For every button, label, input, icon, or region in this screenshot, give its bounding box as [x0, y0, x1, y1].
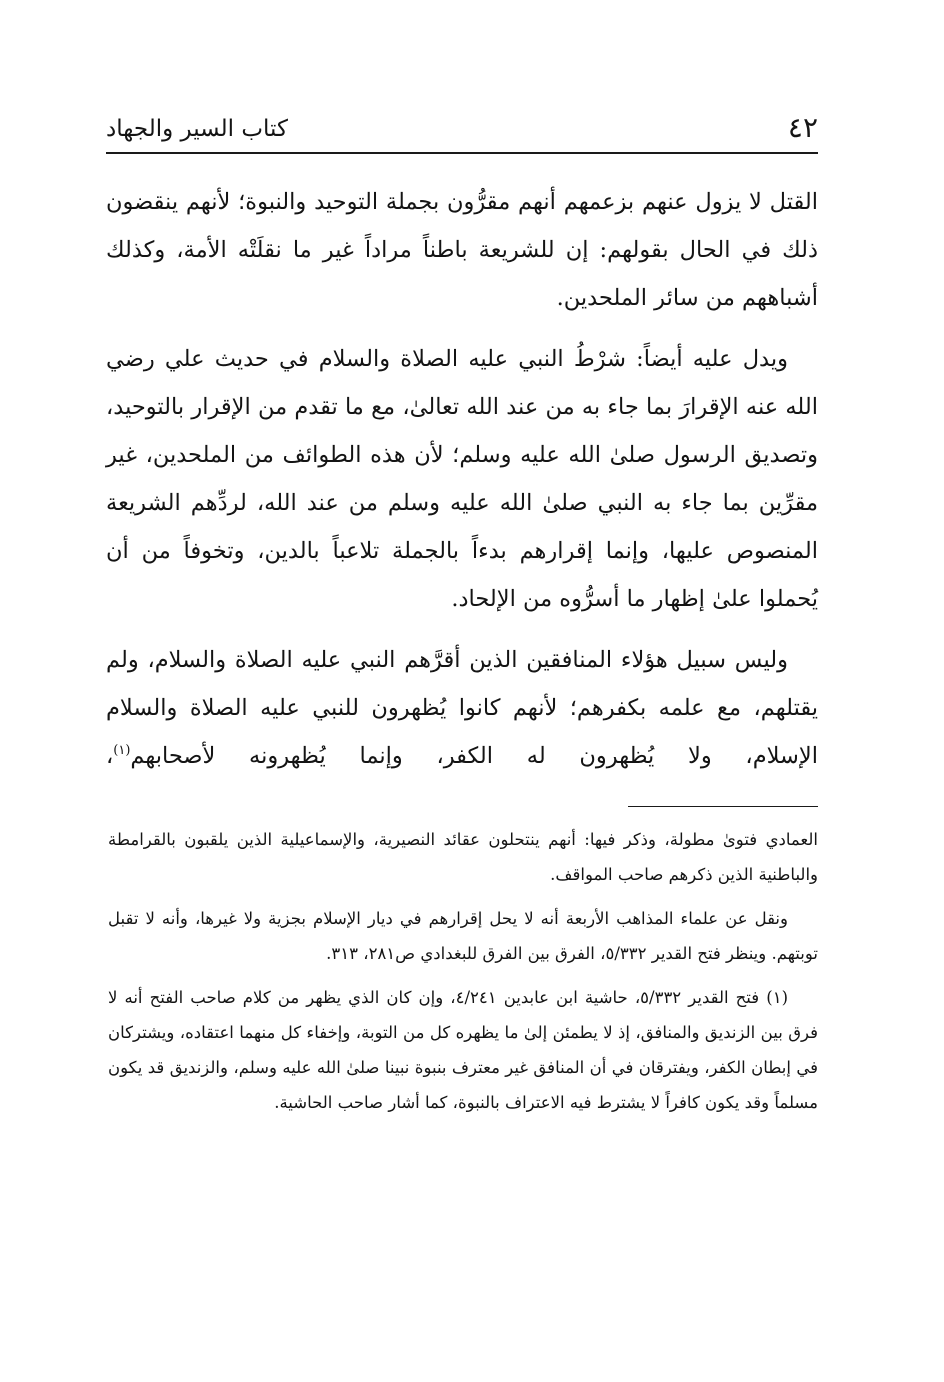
- footnote-reference[interactable]: (١): [113, 743, 131, 758]
- footnote-continuation: ونقل عن علماء المذاهب الأربعة أنه لا يحل إقرارهم في ديار الإسلام بجزية ولا غيرها، وأنه لا تقبل توبتهم. وينظر فتح القدير ٥/٣٣٢، الفرق بين الفرق للبغدادي ص٢٨١، ٣١٣.: [108, 909, 818, 963]
- body-paragraph: القتل لا يزول عنهم بزعمهم أنهم مقرُّون بجملة التوحيد والنبوة؛ لأنهم ينقضون ذلك في الحال بقولهم: إن للشريعة باطناً مراداً غير ما نقلَتْه الأمة، وكذلك أشباههم من سائر الملحدين.: [106, 189, 818, 311]
- footnote-divider: [628, 806, 818, 807]
- footnote-1: (١) فتح القدير ٥/٣٣٢، حاشية ابن عابدين ٤/٢٤١، وإن كان الذي يظهر من كلام صاحب الفتح أنه لا فرق بين الزنديق والمنافق، إذ لا يطمئن إلىٰ ما يظهره كل من التوبة، وإخفاء كل منهما اعتقاده، ويشتركان في إبطان الكفر، ويفترقان في أن المنافق غير معترف بنبوة نبينا صلىٰ الله عليه وسلم، والزنديق قد يكون مسلماً وقد يكون كافراً لا يشترط فيه الاعتراف بالنبوة، كما أشار صاحب الحاشية.: [108, 988, 818, 1112]
- footnotes: [108, 822, 818, 1120]
- body-paragraph: [106, 636, 818, 784]
- footnote-continuation: العمادي فتوىٰ مطولة، وذكر فيها: أنهم ينتحلون عقائد النصيرية، والإسماعيلية الذين يلقبون بالقرامطة والباطنية الذين ذكرهم صاحب المواقف.: [108, 830, 818, 884]
- body-paragraph: ويدل عليه أيضاً: شرْطُ النبي عليه الصلاة والسلام في حديث علي رضي الله عنه الإقرارَ بما جاء به من عند الله تعالىٰ، مع ما تقدم من الإقرار بالتوحيد، وتصديق الرسول صلىٰ الله عليه وسلم؛ لأن هذه الطوائف من الملحدين، غير مقرِّين بما جاء به النبي صلىٰ الله عليه وسلم من عند الله، لردِّهم الشريعة المنصوص عليها، وإنما إقرارهم بدءاً بالجملة تلاعباً بالدين، وتخوفاً من أن يُحملوا علىٰ إظهار ما أسرُّوه من الإلحاد.: [106, 346, 818, 612]
- paragraph-punctuation: ،: [106, 743, 114, 769]
- paragraph-text: وليس سبيل هؤلاء المنافقين الذين أقرَّهم النبي عليه الصلاة والسلام، ولم يقتلهم، مع علمه بكفرهم؛ لأنهم كانوا يُظهرون للنبي عليه الصلاة والسلام الإسلام، ولا يُظهرون له الكفر، وإنما يُظهرونه لأصحابهم: [106, 647, 818, 769]
- page-header: [106, 108, 818, 154]
- page-number: ٤٢: [787, 111, 818, 144]
- running-title: كتاب السير والجهاد: [106, 116, 288, 142]
- main-text: [106, 178, 818, 784]
